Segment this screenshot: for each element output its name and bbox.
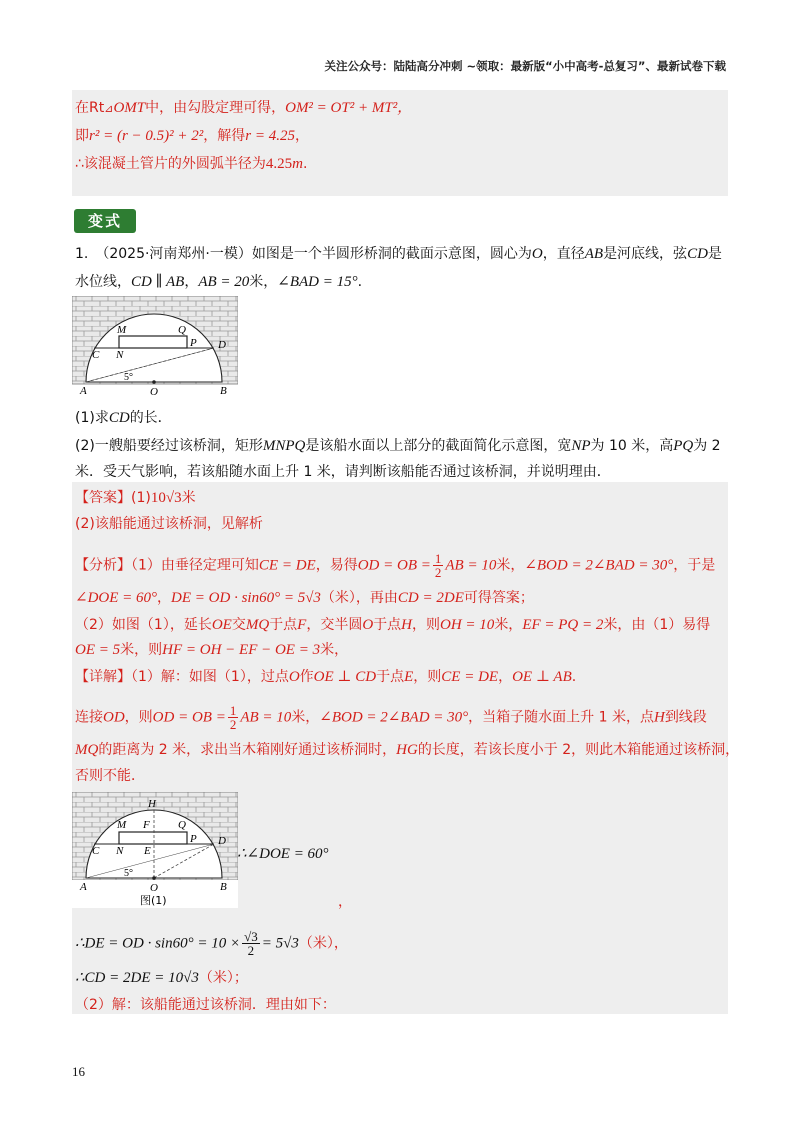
fig2-label-b: B xyxy=(220,881,227,893)
detail-line-3: MQ的距离为 2 米，求出当木箱刚好通过该桥洞时，HG的长度，若该长度小于 2，则此木箱能通过该桥洞， xyxy=(75,742,740,758)
detail-comma: ， xyxy=(338,894,352,910)
fig1-label-p: P xyxy=(190,337,197,349)
fig2-label-f: F xyxy=(143,819,150,831)
detail-eq-3: ∴CD = 2DE = 10√3（米）； xyxy=(75,970,248,986)
bridge-figure xyxy=(72,296,238,400)
analysis-line-4: OE = 5米，则HF = OH − EF − OE = 3米， xyxy=(75,642,349,658)
prev-line-2: 即r² = (r − 0.5)² + 2²，解得r = 4.25， xyxy=(75,128,309,144)
fig2-label-q: Q xyxy=(178,819,186,831)
fig1-angle-label: 5° xyxy=(124,372,133,383)
fig2-label-a: A xyxy=(80,881,87,893)
fig1-label-b: B xyxy=(220,385,227,396)
detail-line-2: 连接OD，则OD = OB = $\frac{1}{2}$ AB = 10米，∠BOD = 2∠BAD = 30°，当箱子随水面上升 1 米，点H到线段 xyxy=(75,703,707,732)
fig1-label-o: O xyxy=(150,386,158,396)
page-number: 16 xyxy=(72,1064,85,1079)
prev-line-1: 在Rt⊿OMT中，由勾股定理可得，OM² = OT² + MT²， xyxy=(75,100,413,116)
analysis-line-1: 【分析】（1）由垂径定理可知CE = DE，易得OD = OB = $\frac{1}{2}$ AB = 10米，∠BOD = 2∠BAD = 30°，于是 xyxy=(75,551,716,580)
detail-eq-2: ∴DE = OD · sin60° = 10 × $\frac{√3}{2}$ = 5√3（米）， xyxy=(75,929,348,958)
fig1-label-q: Q xyxy=(178,324,186,336)
fig2-angle-label: 5° xyxy=(124,868,133,879)
fig2-label-e: E xyxy=(144,845,151,857)
answer-line-2: (2)该船能通过该桥洞，见解析 xyxy=(75,516,263,532)
bridge-figure-1 xyxy=(72,792,238,912)
fig1-label-n: N xyxy=(116,349,124,361)
detail-part-2: （2）解：该船能通过该桥洞．理由如下： xyxy=(75,997,336,1013)
fig1-label-d: D xyxy=(218,339,226,351)
fig2-label-o: O xyxy=(150,882,158,894)
part-2-line-2: 米．受天气影响，若该船随水面上升 1 米，请判断该船能否通过该桥洞，并说明理由． xyxy=(75,464,611,480)
fig2-label-c: C xyxy=(92,845,100,857)
fig2-label-n: N xyxy=(116,845,124,857)
fig1-label-m: M xyxy=(117,324,127,336)
problem-line-1: 1. （2025·河南郑州·一模）如图是一个半圆形桥洞的截面示意图，圆心为O，直径AB是河底线，弦CD是 xyxy=(75,246,722,262)
fig2-caption: 图(1) xyxy=(140,894,167,907)
part-1: (1)求CD的长． xyxy=(75,410,172,426)
prev-line-3: ∴该混凝土管片的外圆弧半径为4.25m. xyxy=(75,156,308,172)
answer-line-1: 【答案】(1)10√3米 xyxy=(75,490,196,506)
analysis-line-3: （2）如图（1），延长OE交MQ于点F，交半圆O于点H，则OH = 10米，EF = PQ = 2米，由（1）易得 xyxy=(75,617,711,633)
fig2-label-m: M xyxy=(117,819,127,831)
fig1-label-c: C xyxy=(92,349,100,361)
detail-eq-1: ∴∠DOE = 60° xyxy=(237,846,329,862)
variant-badge: 变式 xyxy=(74,209,136,233)
detail-line-1: 【详解】（1）解：如图（1），过点O作OE ⊥ CD于点E，则CE = DE，OE ⊥ AB. xyxy=(75,669,577,685)
problem-line-2: 水位线，CD ∥ AB，AB = 20米，∠BAD = 15°. xyxy=(75,274,363,290)
fig2-label-h: H xyxy=(148,798,156,810)
fig1-label-a: A xyxy=(80,385,87,396)
page-header: 关注公众号：陆陆高分冲刺 ~领取：最新版“小中高考-总复习”、最新试卷下载 xyxy=(324,59,726,73)
part-2-line-1: (2)一艘船要经过该桥洞，矩形MNPQ是该船水面以上部分的截面简化示意图，宽NP为 10 米，高PQ为 2 xyxy=(75,438,721,454)
analysis-line-2: ∠DOE = 60°，DE = OD · sin60° = 5√3（米），再由CD = 2DE可得答案； xyxy=(75,590,534,606)
fig2-label-d: D xyxy=(218,835,226,847)
detail-line-4: 否则不能． xyxy=(75,768,145,784)
fig2-label-p: P xyxy=(190,833,197,845)
